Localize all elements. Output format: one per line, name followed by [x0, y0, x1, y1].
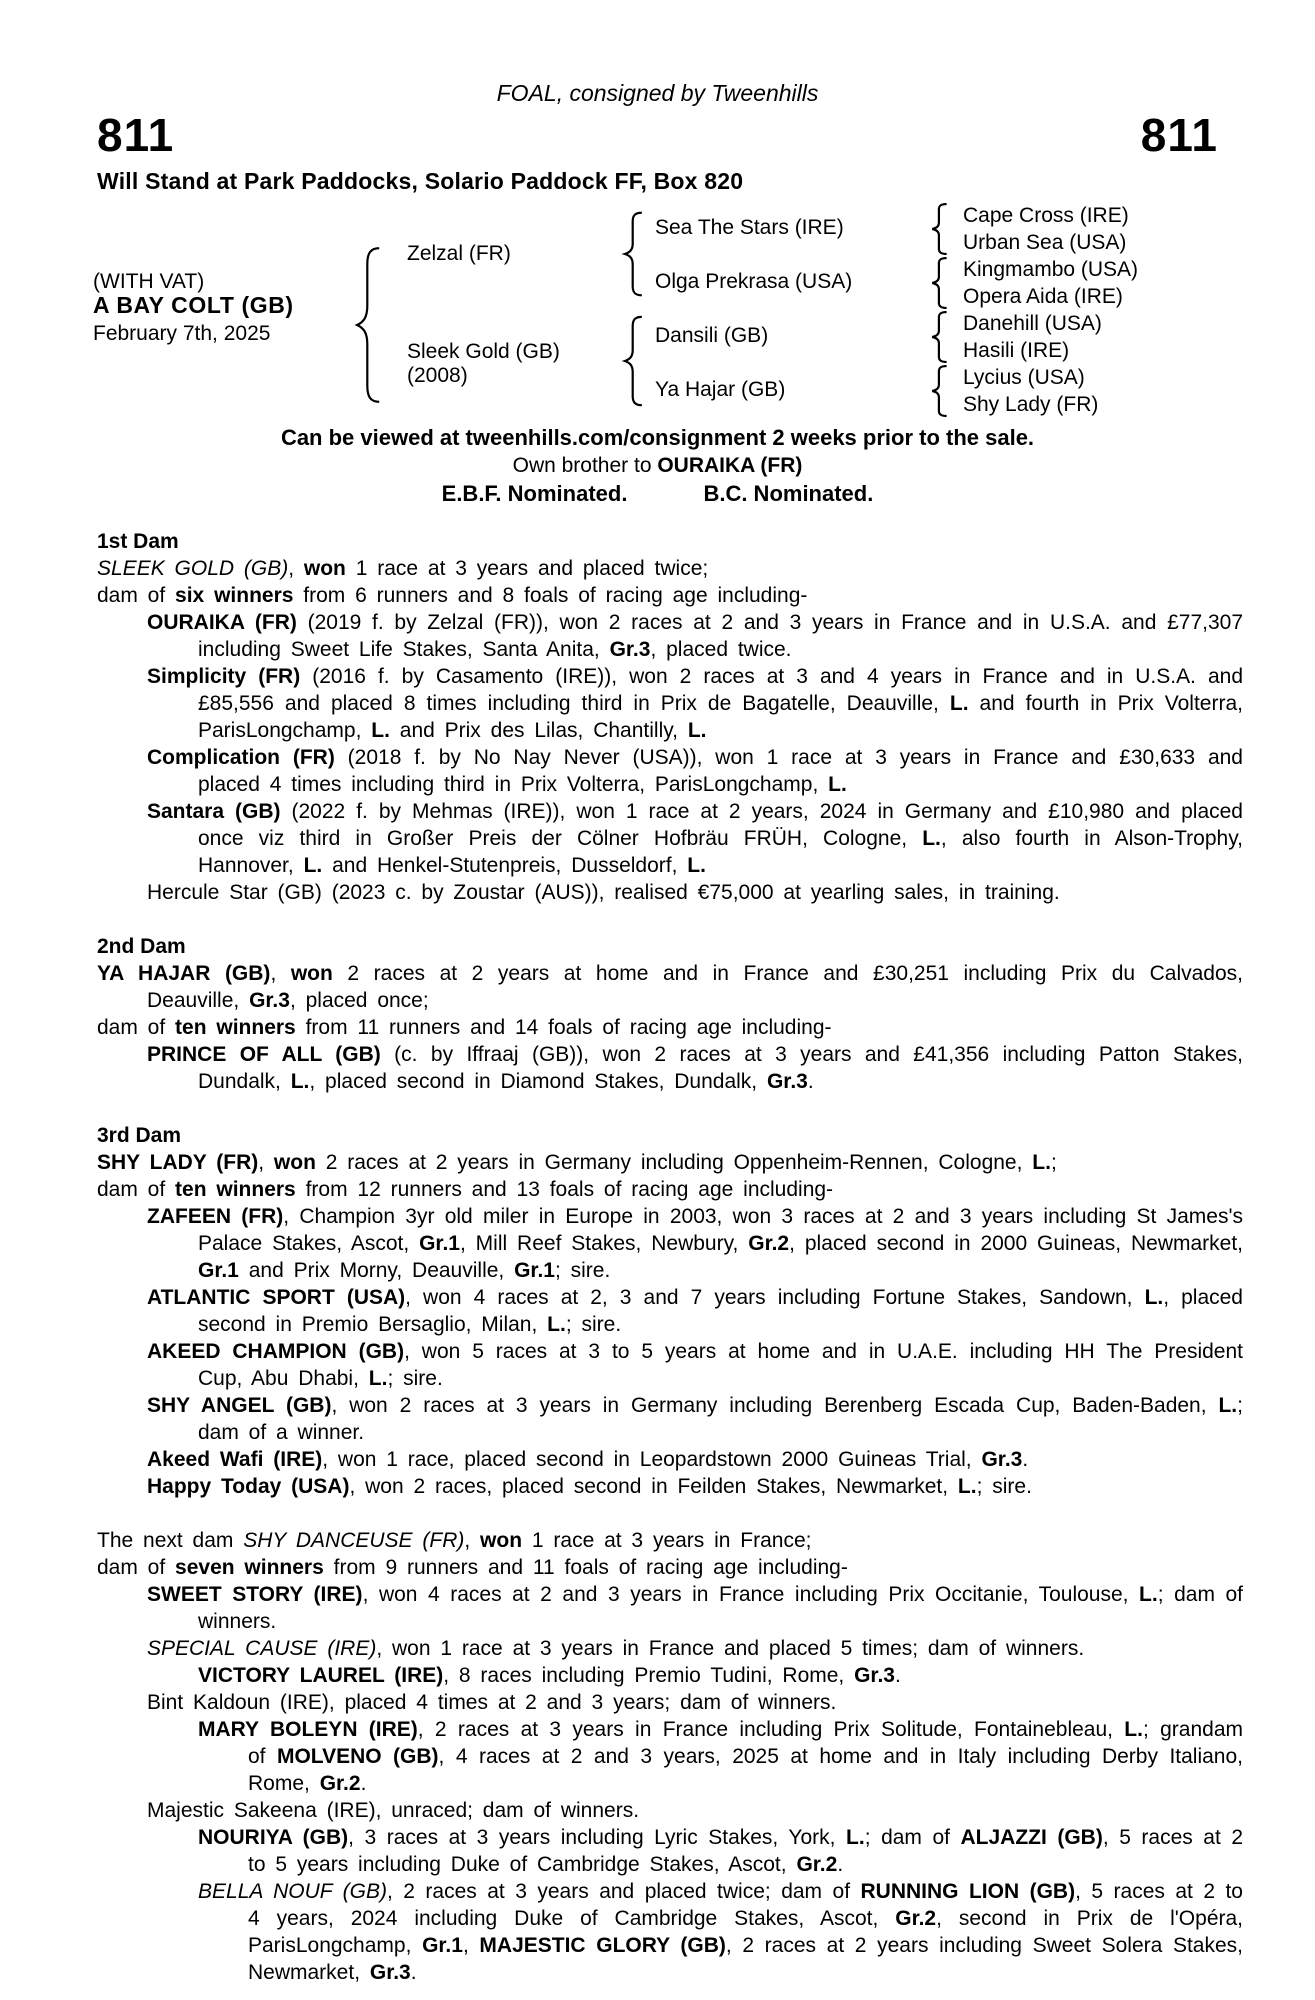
text-segment: .	[837, 1853, 844, 1876]
text-segment: , placed second in 2000 Guineas, Newmarket,	[789, 1232, 1243, 1255]
catalogue-paragraph	[97, 663, 1243, 744]
text-segment: ; sire.	[565, 1313, 622, 1336]
text-segment: ZAFEEN (FR)	[147, 1205, 284, 1228]
foaling-date: February 7th, 2025	[93, 322, 271, 345]
viewing-notice: Can be viewed at tweenhills.com/consignment 2 weeks prior to the sale.	[280, 425, 1035, 450]
text-segment: Happy Today (USA)	[147, 1475, 350, 1498]
text-segment: RUNNING LION (GB)	[860, 1880, 1076, 1903]
text-segment: , second in Prix de l'Opéra, ParisLongchamp,	[248, 1907, 1244, 1957]
text-segment: Gr.2	[895, 1907, 937, 1930]
text-segment: L.	[371, 719, 390, 742]
great-grandsire-name: Danehill (USA)	[963, 312, 1102, 335]
text-segment: SPECIAL CAUSE (IRE)	[147, 1637, 377, 1660]
pedigree-section	[97, 528, 1243, 906]
text-segment: ten winners	[175, 1178, 296, 1201]
text-segment: ;	[1050, 1151, 1057, 1174]
text-segment: Akeed Wafi (IRE)	[147, 1448, 323, 1471]
text-segment: Complication (FR)	[147, 746, 335, 769]
text-segment: , 3 races at 3 years including Lyric Stakes, York,	[348, 1826, 847, 1849]
catalogue-paragraph	[97, 1662, 1243, 1689]
section-heading: 2nd Dam	[97, 935, 186, 958]
text-segment: Gr.3	[609, 638, 651, 661]
pedigree-brace	[352, 245, 386, 405]
text-segment: L.	[922, 827, 941, 850]
dam-dam-name: Ya Hajar (GB)	[655, 378, 786, 401]
great-granddam-name: Opera Aida (IRE)	[963, 285, 1123, 308]
text-segment: (2019 f. by Zelzal (FR)), won 2 races at 2 and 3 years in France and in U.S.A. and £77,307 including Sweet Life Stakes, Santa Anita,	[198, 611, 1243, 661]
pedigree-brace	[929, 365, 951, 417]
pedigree-brace	[929, 257, 951, 309]
text-segment: , won 1 race, placed second in Leopardstown 2000 Guineas Trial,	[322, 1448, 982, 1471]
section-heading: 3rd Dam	[97, 1124, 182, 1147]
text-segment: Gr.3	[854, 1664, 895, 1687]
text-segment: ; sire.	[387, 1367, 443, 1390]
text-segment: dam of	[97, 584, 176, 607]
text-segment: SLEEK GOLD (GB)	[97, 557, 289, 580]
text-segment: L.	[949, 692, 969, 715]
text-segment: (2018 f. by No Nay Never (USA)), won 1 race at 3 years in France and £30,633 and placed 4 times including third in Prix Volterra, ParisLongchamp,	[198, 746, 1243, 796]
text-segment: , 2 races at 3 years and placed twice; dam of	[386, 1880, 861, 1903]
text-segment: ; grandam of	[248, 1718, 1243, 1768]
pedigree-section	[97, 1527, 1243, 1986]
text-segment: AKEED CHAMPION (GB)	[147, 1340, 405, 1363]
catalogue-paragraph	[97, 609, 1243, 663]
text-segment: Gr.3	[369, 1961, 411, 1984]
text-segment: , won 4 races at 2 and 3 years in France including Prix Occitanie, Toulouse,	[362, 1583, 1140, 1606]
catalogue-paragraph	[97, 1149, 1243, 1176]
text-segment: (2022 f. by Mehmas (IRE)), won 1 race at 2 years, 2024 in Germany and £10,980 and placed once viz third in Großer Preis der Cölner Hofbräu FRÜH, Cologne,	[198, 800, 1243, 850]
pedigree-section	[97, 1122, 1243, 1500]
text-segment: ,	[270, 962, 291, 985]
text-segment: ATLANTIC SPORT (USA)	[147, 1286, 406, 1309]
text-segment: L.	[1144, 1286, 1164, 1309]
text-segment: The next dam	[97, 1529, 244, 1552]
catalogue-paragraph	[97, 582, 1243, 609]
text-segment: Gr.3	[249, 989, 290, 1012]
catalogue-paragraph	[97, 1284, 1243, 1338]
text-segment: L.	[846, 1826, 865, 1849]
text-segment: , placed second in Premio Bersaglio, Milan,	[198, 1286, 1243, 1336]
text-segment: ; sire.	[554, 1259, 611, 1282]
vat-note: (WITH VAT)	[93, 270, 205, 293]
text-segment: Bint Kaldoun (IRE), placed 4 times at 2 and 3 years; dam of winners.	[147, 1691, 837, 1714]
great-granddam-name: Urban Sea (USA)	[963, 231, 1127, 254]
text-segment: and Prix des Lilas, Chantilly,	[389, 719, 688, 742]
text-segment: Hercule Star (GB) (2023 c. by Zoustar (AUS)), realised €75,000 at yearling sales, in training.	[147, 881, 1060, 904]
ebf-nominated: E.B.F. Nominated.	[441, 481, 628, 506]
text-segment: L.	[547, 1313, 566, 1336]
text-segment: SHY ANGEL (GB)	[147, 1394, 332, 1417]
text-segment: .	[410, 1961, 417, 1984]
text-segment: , placed twice.	[650, 638, 792, 661]
text-segment: won	[303, 557, 346, 580]
text-segment: , won 2 races, placed second in Feilden Stakes, Newmarket,	[349, 1475, 958, 1498]
text-segment: , 2 races at 3 years in France including Prix Solitude, Fontainebleau,	[417, 1718, 1125, 1741]
text-segment: NOURIYA (GB)	[198, 1826, 349, 1849]
text-segment: and Prix Morny, Deauville,	[238, 1259, 515, 1282]
pedigree-table	[0, 195, 1315, 435]
text-segment: (2016 f. by Casamento (IRE)), won 2 races at 3 and 4 years in France and in U.S.A. and £85,556 and placed 8 times including third in Prix de Bagatelle, Deauville,	[198, 665, 1243, 715]
text-segment: OURAIKA (FR)	[147, 611, 297, 634]
text-segment: MARY BOLEYN (IRE)	[198, 1718, 418, 1741]
text-segment: 2 races at 2 years at home and in France and £30,251 including Prix du Calvados, Deauville,	[147, 962, 1243, 1012]
text-segment: 1 race at 3 years and placed twice;	[345, 557, 709, 580]
text-segment: , 2 races at 2 years including Sweet Solera Stakes, Newmarket,	[248, 1934, 1243, 1984]
text-segment: Gr.3	[766, 1070, 808, 1093]
catalogue-paragraph	[97, 1473, 1243, 1500]
catalogue-paragraph	[97, 555, 1243, 582]
sibling-notice-name: OURAIKA (FR)	[657, 454, 803, 477]
sibling-notice-prefix: Own brother to	[512, 454, 658, 477]
text-segment: Gr.2	[748, 1232, 790, 1255]
text-segment: ; sire.	[976, 1475, 1032, 1498]
text-segment: and fourth in Prix Volterra, ParisLongchamp,	[198, 692, 1243, 742]
text-segment: , 5 races at 2 to 4 years, 2024 including Duke of Cambridge Stakes, Ascot,	[248, 1880, 1243, 1930]
dam-sire-name: Dansili (GB)	[655, 324, 769, 347]
text-segment: SHY DANCEUSE (FR)	[243, 1529, 465, 1552]
text-segment: and Henkel-Stutenpreis, Dusseldorf,	[322, 854, 688, 877]
text-segment: ,	[288, 557, 304, 580]
text-segment: , 8 races including Premio Tudini, Rome,	[443, 1664, 855, 1687]
text-segment: L.	[290, 1070, 310, 1093]
text-segment: , won 2 races at 3 years in Germany including Berenberg Escada Cup, Baden-Baden,	[331, 1394, 1219, 1417]
text-segment: from 11 runners and 14 foals of racing age including-	[295, 1016, 832, 1039]
notice-block	[0, 424, 1315, 508]
text-segment: ,	[462, 1934, 480, 1957]
catalogue-paragraph	[97, 1878, 1243, 1986]
text-segment: MAJESTIC GLORY (GB)	[479, 1934, 726, 1957]
great-granddam-name: Shy Lady (FR)	[963, 393, 1099, 416]
catalogue-paragraph	[97, 1635, 1243, 1662]
pedigree-section	[97, 933, 1243, 1095]
catalogue-paragraph	[97, 798, 1243, 879]
section-heading: 1st Dam	[97, 530, 179, 553]
text-segment: L.	[687, 854, 706, 877]
catalogue-paragraph	[97, 879, 1243, 906]
text-segment: L.	[1139, 1583, 1158, 1606]
text-segment: from 9 runners and 11 foals of racing age including-	[323, 1556, 848, 1579]
text-segment: Gr.1	[198, 1259, 239, 1282]
text-segment: ; dam of a winner.	[198, 1394, 1243, 1444]
catalogue-body	[97, 528, 1243, 1986]
text-segment: (c. by Iffraaj (GB)), won 2 races at 3 years and £41,356 including Patton Stakes, Dundalk,	[198, 1043, 1243, 1093]
great-grandsire-name: Cape Cross (IRE)	[963, 204, 1129, 227]
text-segment: Santara (GB)	[147, 800, 281, 823]
text-segment: L.	[687, 719, 707, 742]
text-segment: , placed second in Diamond Stakes, Dundalk,	[309, 1070, 767, 1093]
great-grandsire-name: Kingmambo (USA)	[963, 258, 1139, 281]
text-segment: dam of	[97, 1178, 176, 1201]
catalogue-paragraph	[97, 1338, 1243, 1392]
text-segment: .	[360, 1772, 367, 1795]
text-segment: won	[480, 1529, 523, 1552]
text-segment: from 12 runners and 13 foals of racing age including-	[295, 1178, 834, 1201]
text-segment: six winners	[175, 584, 294, 607]
catalogue-paragraph	[97, 1716, 1243, 1797]
text-segment: Majestic Sakeena (IRE), unraced; dam of winners.	[147, 1799, 640, 1822]
text-segment: L.	[957, 1475, 977, 1498]
dam-year: (2008)	[407, 364, 468, 387]
catalogue-paragraph	[97, 1203, 1243, 1284]
pedigree-brace	[929, 203, 951, 255]
bc-nominated: B.C. Nominated.	[703, 481, 874, 506]
text-segment: , Mill Reef Stakes, Newbury,	[459, 1232, 749, 1255]
text-segment: , Champion 3yr old miler in Europe in 2003, won 3 races at 2 and 3 years including St James's Palace Stakes, Ascot,	[198, 1205, 1243, 1255]
catalogue-paragraph	[97, 1581, 1243, 1635]
text-segment: , placed once;	[289, 989, 429, 1012]
text-segment: .	[807, 1070, 814, 1093]
text-segment: PRINCE OF ALL (GB)	[147, 1043, 381, 1066]
text-segment: Gr.2	[319, 1772, 361, 1795]
text-segment: Gr.1	[422, 1934, 463, 1957]
pedigree-brace	[621, 211, 647, 297]
pedigree-brace	[929, 311, 951, 363]
text-segment: from 6 runners and 8 foals of racing age including-	[293, 584, 808, 607]
text-segment: VICTORY LAUREL (IRE)	[198, 1664, 444, 1687]
text-segment: 1 race at 3 years in France;	[522, 1529, 812, 1552]
text-segment: Gr.1	[419, 1232, 460, 1255]
catalogue-paragraph	[97, 1041, 1243, 1095]
text-segment: ; dam of	[864, 1826, 961, 1849]
text-segment: seven winners	[175, 1556, 324, 1579]
text-segment: .	[894, 1664, 901, 1687]
text-segment: won	[273, 1151, 316, 1174]
catalogue-paragraph	[97, 1446, 1243, 1473]
text-segment: ,	[464, 1529, 481, 1552]
catalogue-paragraph	[97, 1176, 1243, 1203]
text-segment: L.	[828, 773, 847, 796]
horse-description: A BAY COLT (GB)	[93, 292, 294, 318]
pedigree-brace	[621, 315, 647, 407]
text-segment: , won 5 races at 3 to 5 years at home and in U.A.E. including HH The President Cup, Abu Dhabi,	[198, 1340, 1244, 1390]
sire-dam-name: Olga Prekrasa (USA)	[655, 270, 853, 293]
dam-name: Sleek Gold (GB)	[407, 340, 560, 363]
text-segment: , 5 races at 2 to 5 years including Duke of Cambridge Stakes, Ascot,	[248, 1826, 1243, 1876]
text-segment: L.	[368, 1367, 388, 1390]
great-granddam-name: Hasili (IRE)	[963, 339, 1070, 362]
text-segment: Gr.2	[796, 1853, 838, 1876]
lot-number-right: 811	[1140, 109, 1218, 161]
text-segment: SWEET STORY (IRE)	[147, 1583, 363, 1606]
text-segment: SHY LADY (FR)	[97, 1151, 259, 1174]
text-segment: ALJAZZI (GB)	[960, 1826, 1103, 1849]
text-segment: MOLVENO (GB)	[276, 1745, 439, 1768]
text-segment: YA HAJAR (GB)	[97, 962, 271, 985]
catalogue-paragraph	[97, 1689, 1243, 1716]
text-segment: ; dam of winners.	[198, 1583, 1243, 1633]
catalogue-paragraph	[97, 1014, 1243, 1041]
text-segment: , won 1 race at 3 years in France and placed 5 times; dam of winners.	[376, 1637, 1085, 1660]
great-grandsire-name: Lycius (USA)	[963, 366, 1085, 389]
catalogue-paragraph	[97, 1392, 1243, 1446]
text-segment: .	[1022, 1448, 1029, 1471]
sire-name: Zelzal (FR)	[407, 242, 511, 265]
text-segment: L.	[1032, 1151, 1051, 1174]
text-segment: Simplicity (FR)	[147, 665, 301, 688]
text-segment: dam of	[97, 1556, 176, 1579]
sibling-notice	[0, 452, 1315, 480]
stand-location-line: Will Stand at Park Paddocks, Solario Paddock FF, Box 820	[97, 168, 744, 194]
text-segment: , won 4 races at 2, 3 and 7 years including Fortune Stakes, Sandown,	[405, 1286, 1145, 1309]
text-segment: won	[290, 962, 333, 985]
text-segment: L.	[1218, 1394, 1238, 1417]
catalogue-paragraph	[97, 744, 1243, 798]
text-segment: , 4 races at 2 and 3 years, 2025 at home and in Italy including Derby Italiano, Rome,	[248, 1745, 1243, 1795]
consignor-line: FOAL, consigned by Tweenhills	[496, 80, 819, 106]
text-segment: Gr.3	[981, 1448, 1023, 1471]
catalogue-paragraph	[97, 1527, 1243, 1554]
text-segment: BELLA NOUF (GB)	[198, 1880, 387, 1903]
text-segment: dam of	[97, 1016, 176, 1039]
text-segment: 2 races at 2 years in Germany including Oppenheim-Rennen, Cologne,	[315, 1151, 1033, 1174]
lot-number-left: 811	[97, 109, 175, 161]
text-segment: L.	[1124, 1718, 1143, 1741]
text-segment: Gr.1	[514, 1259, 555, 1282]
catalogue-paragraph	[97, 1824, 1243, 1878]
text-segment: ten winners	[175, 1016, 296, 1039]
nomination-line	[0, 480, 1315, 508]
text-segment: L.	[303, 854, 323, 877]
text-segment: ,	[258, 1151, 274, 1174]
sire-sire-name: Sea The Stars (IRE)	[655, 216, 844, 239]
catalogue-paragraph	[97, 1554, 1243, 1581]
catalogue-paragraph	[97, 1797, 1243, 1824]
catalogue-paragraph	[97, 960, 1243, 1014]
text-segment: , also fourth in Alson-Trophy, Hannover,	[198, 827, 1243, 877]
